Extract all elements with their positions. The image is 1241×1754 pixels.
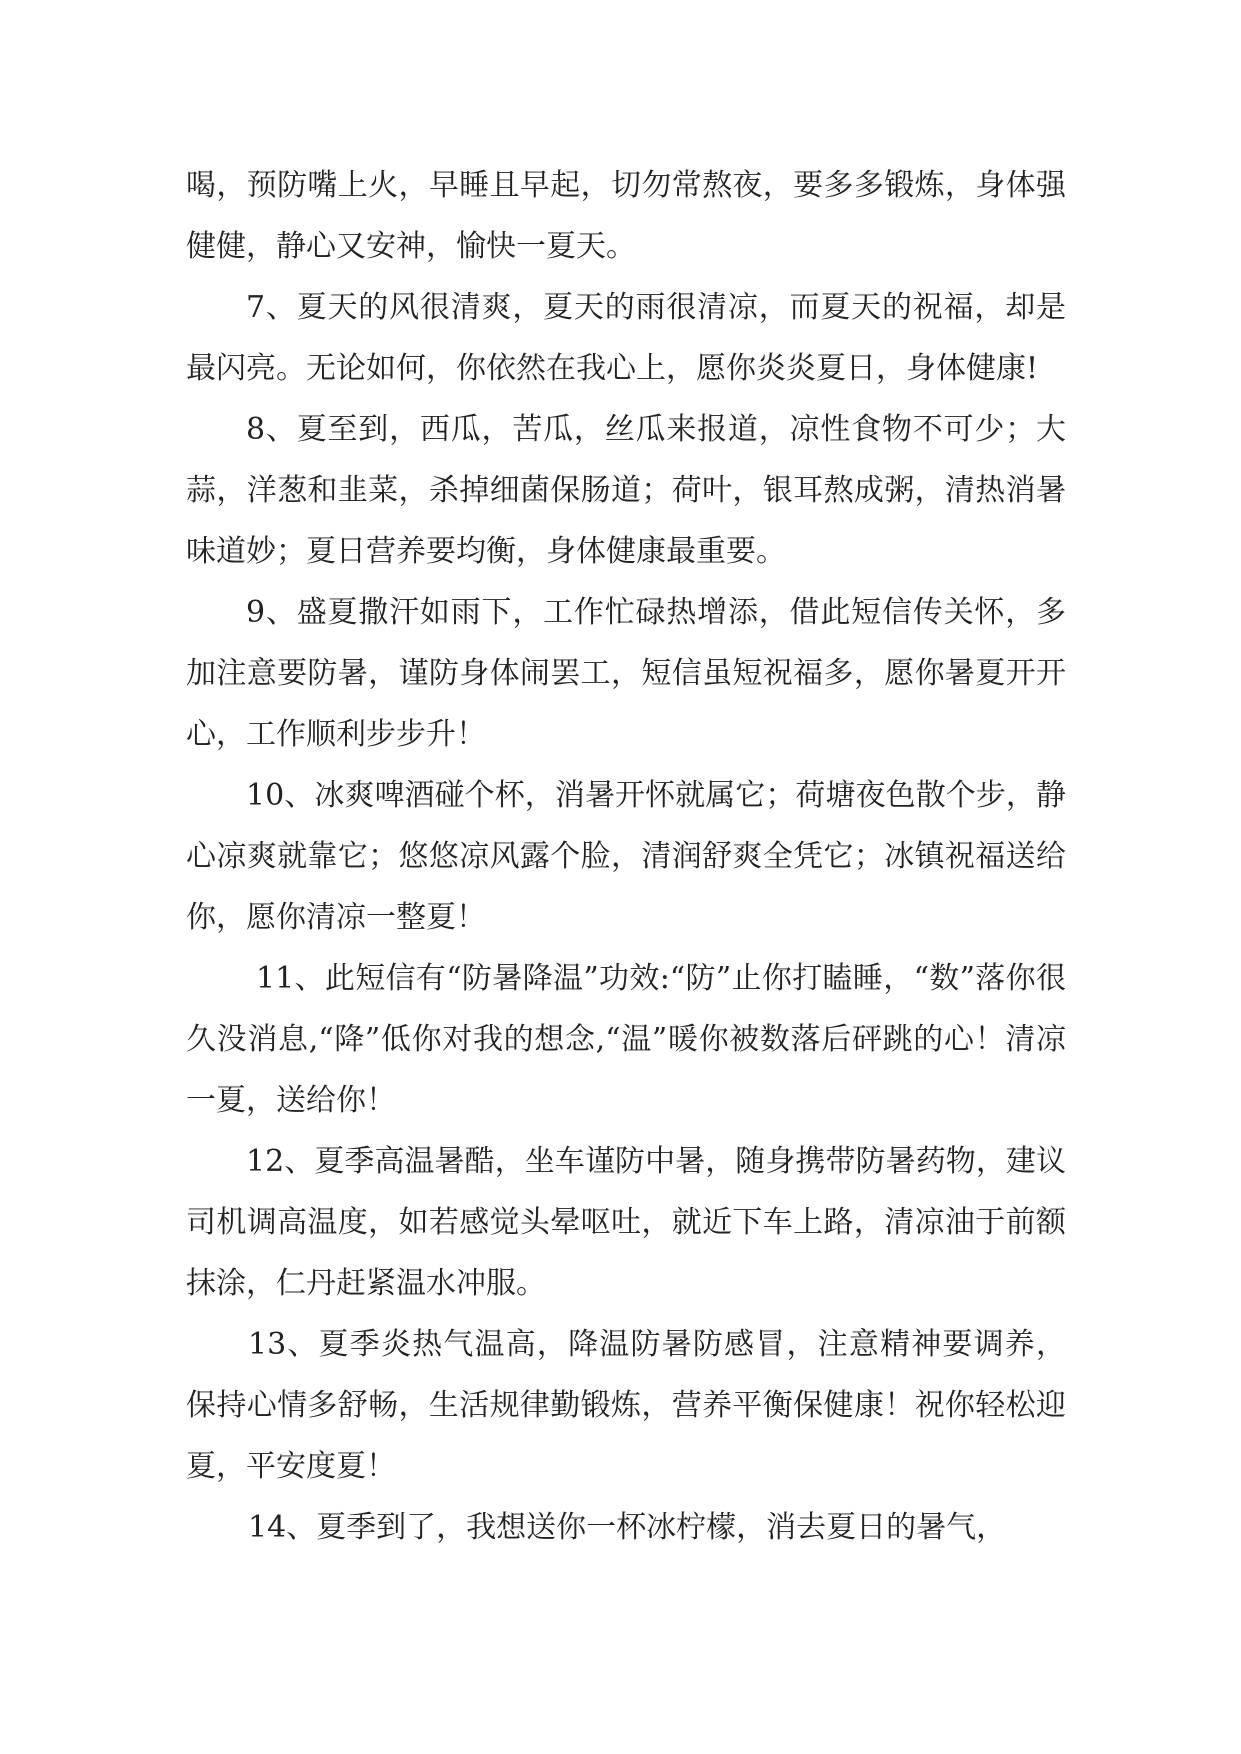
paragraph-13: 13、夏季炎热气温高，降温防暑防感冒，注意精神要调养，保持心情多舒畅，生活规律勤锻炼，营养平衡保健康！祝你轻松迎夏，平安度夏！ [186,1327,1066,1484]
paragraph-9: 9、盛夏撒汗如雨下，工作忙碌热增添，借此短信传关怀，多加注意要防暑，谨防身体闹罢工，短信虽短祝福多，愿你暑夏开开心，工作顺利步步升！ [186,595,1066,752]
paragraph-10: 10、冰爽啤酒碰个杯，消暑开怀就属它；荷塘夜色散个步，静心凉爽就靠它；悠悠凉风露个脸，清润舒爽全凭它；冰镇祝福送给你，愿你清凉一整夏！ [186,778,1066,935]
paragraph-8: 8、夏至到，西瓜，苦瓜，丝瓜来报道，凉性食物不可少；大蒜，洋葱和韭菜，杀掉细菌保肠道；荷叶，银耳熬成粥，清热消暑味道妙；夏日营养要均衡，身体健康最重要。 [186,412,1066,569]
document-body [186,155,1066,1558]
paragraph-7: 7、夏天的风很清爽，夏天的雨很清凉，而夏天的祝福，却是最闪亮。无论如何，你依然在我心上，愿你炎炎夏日，身体健康! [186,290,1066,386]
paragraph-14: 14、夏季到了，我想送你一杯冰柠檬，消去夏日的暑气， [248,1510,1007,1545]
paragraph-6-continued: 喝，预防嘴上火，早睡且早起，切勿常熬夜，要多多锻炼，身体强健健，静心又安神，愉快一夏天。 [186,168,1066,264]
paragraph-11: 11、此短信有“防暑降温”功效:“防”止你打瞌睡，“数”落你很久没消息,“降”低你对我的想念,“温”暖你被数落后砰跳的心！清凉一夏，送给你！ [186,961,1066,1118]
paragraph-12: 12、夏季高温暑酷，坐车谨防中暑，随身携带防暑药物，建议司机调高温度，如若感觉头晕呕吐，就近下车上路，清凉油于前额抹涂，仁丹赶紧温水冲服。 [186,1144,1066,1301]
